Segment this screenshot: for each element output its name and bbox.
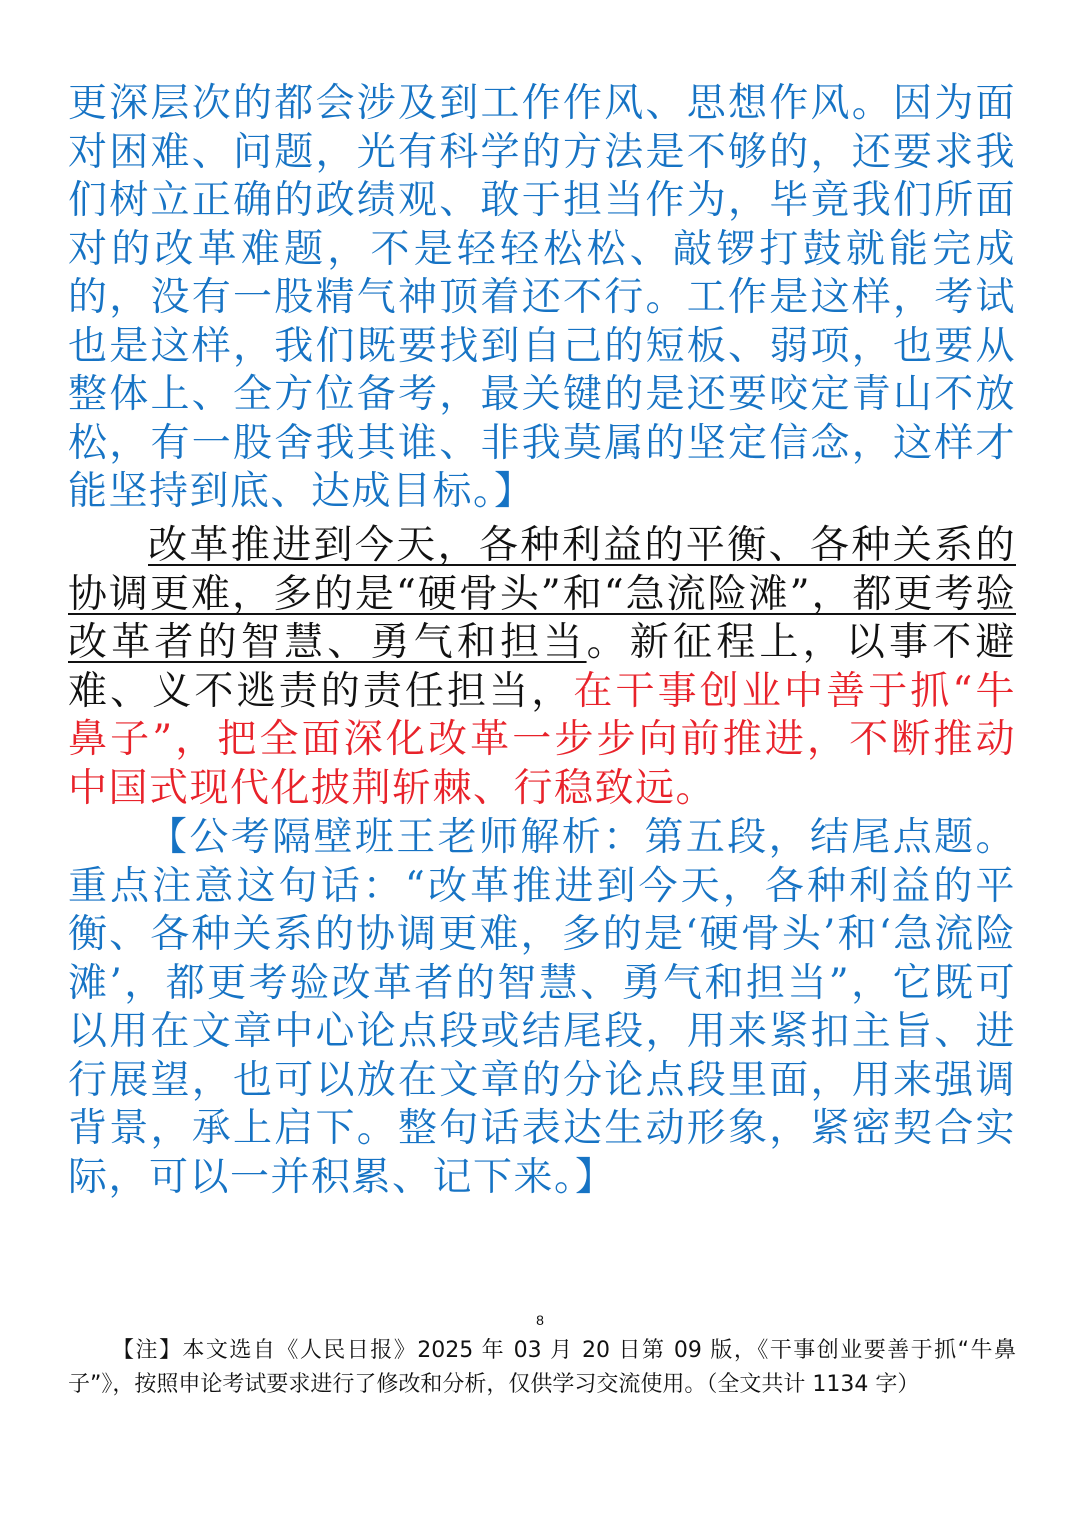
key-sentence-underlined: 改革推进到今天，各种利益的平衡、各种关系的协调更难，多的是“硬骨头”和“急流险滩”，都更考验改革者的智慧、勇气和担当: [68, 523, 1016, 665]
body-text: 。新征程上，以事不避难、义不逃责的责任担当，: [68, 620, 1016, 714]
page-number: 8: [536, 1312, 544, 1328]
highlighted-sentence: 在干事创业中善于抓“牛鼻子”，把全面深化改革一步步向前推进，不断推动中国式现代化披荆斩棘、行稳致远。: [68, 668, 1016, 811]
article-paragraph-five: [68, 522, 1016, 813]
analysis-paragraph-continued: 更深层次的都会涉及到工作作风、思想作风。因为面对困难、问题，光有科学的方法是不够的，还要求我们树立正确的政绩观、敢于担当作为，毕竟我们所面对的改革难题，不是轻轻松松、敲锣打鼓就能完成的，没有一股精气神顶着还不行。工作是这样，考试也是这样，我们既要找到自己的短板、弱项，也要从整体上、全方位备考，最关键的是还要咬定青山不放松，有一股舍我其谁、非我莫属的坚定信念，这样才能坚持到底、达成目标。】: [68, 81, 1016, 514]
analysis-paragraph-five: 【公考隔壁班王老师解析：第五段，结尾点题。重点注意这句话：“改革推进到今天，各种利益的平衡、各种关系的协调更难，多的是‘硬骨头’和‘急流险滩’，都更考验改革者的智慧、勇气和担当”，它既可以用在文章中心论点段或结尾段，用来紧扣主旨、进行展望，也可以放在文章的分论点段里面，用来强调背景，承上启下。整句话表达生动形象，紧密契合实际，可以一并积累、记下来。】: [68, 815, 1016, 1200]
source-footnote: 【注】本文选自《人民日报》2025 年 03 月 20 日第 09 版，《干事创业要善于抓“牛鼻子”》，按照申论考试要求进行了修改和分析，仅供学习交流使用。（全文共计 1134 字）: [68, 1338, 1016, 1397]
